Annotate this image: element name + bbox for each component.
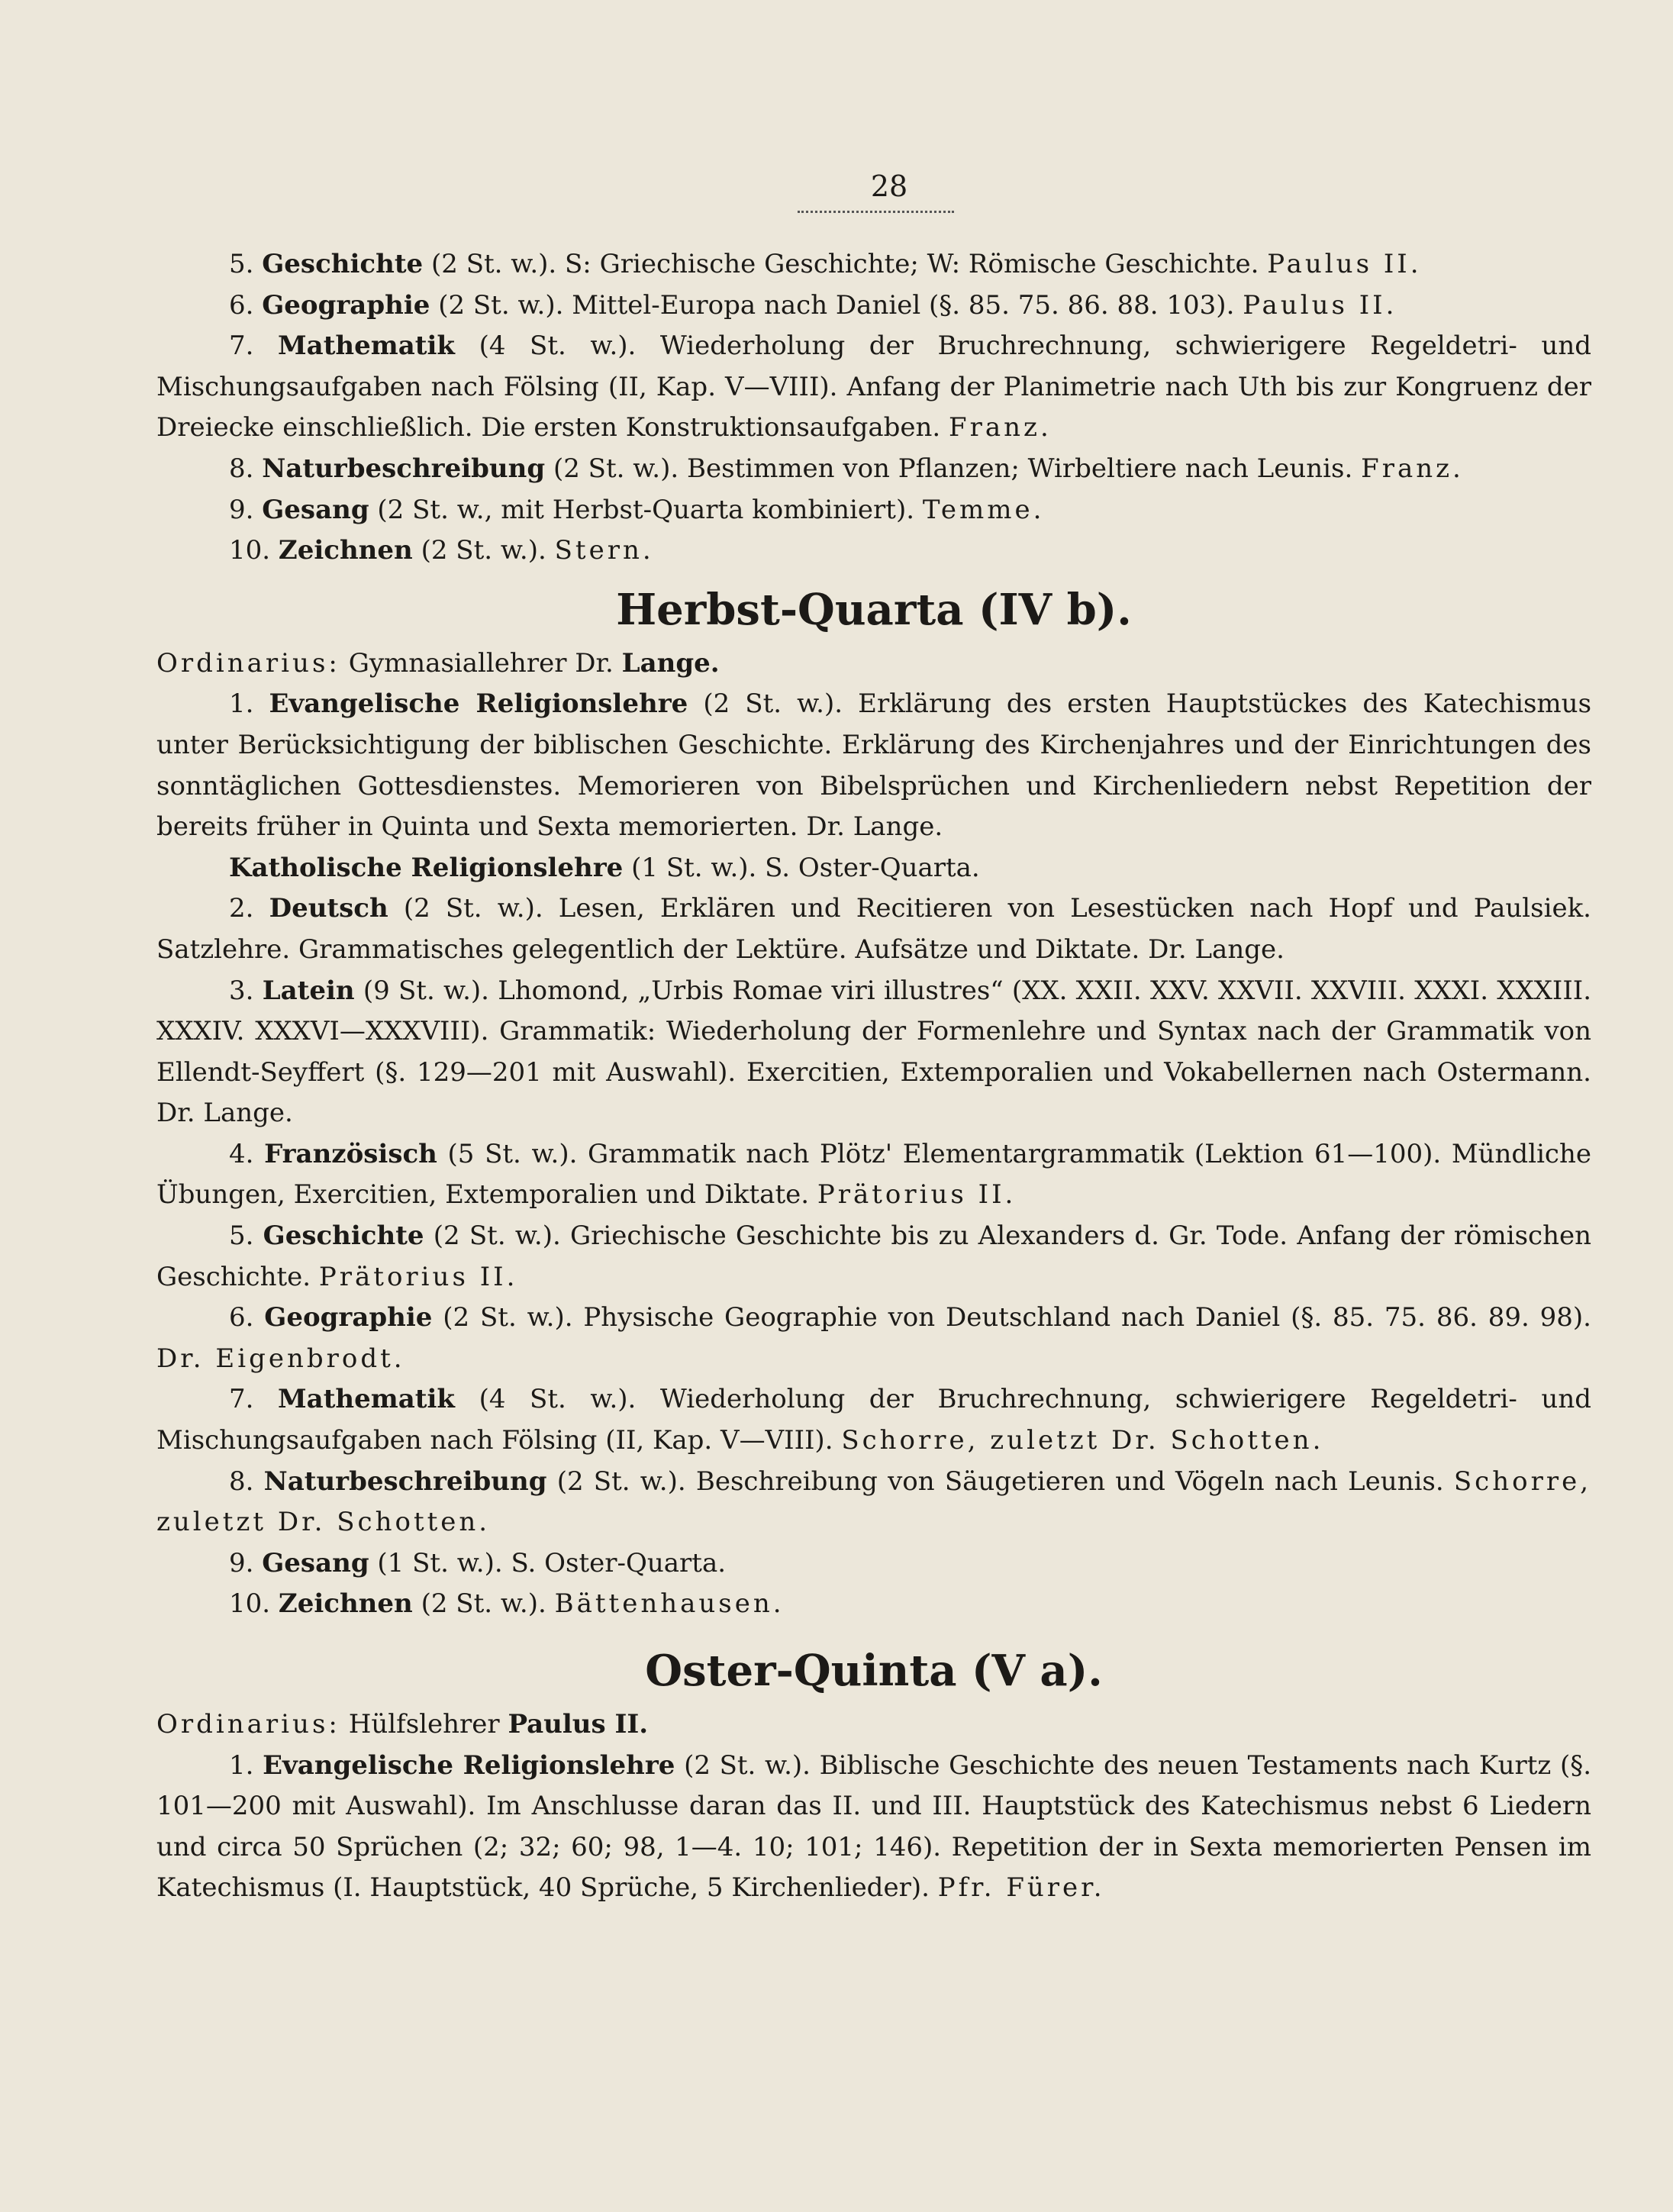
teacher-name: Schorre, zuletzt Dr. Schotten. [841, 1425, 1324, 1456]
teacher-name: Dr. Lange. [806, 811, 943, 843]
document-body [156, 244, 1591, 1909]
list-item: 6. Geographie (2 St. w.). Physische Geographie von Deutschland nach Daniel (§. 85. 75. 86. 89. 98). Dr. Eigenbrodt. [156, 1302, 1591, 1374]
list-item: 1. Evangelische Religionslehre (2 St. w.). Biblische Geschichte des neuen Testaments nach Kurtz (§. 101—200 mit Auswahl). Im Anschlusse daran das II. und III. Hauptstück des Katechismus nebst 6 Liedern und circa 50 Sprüchen (2; 32; 60; 98, 1—4. 10; 101; 146). Repetition der in Sexta memorierten Pensen im Katechismus (I. Hauptstück, 40 Sprüche, 5 Kirchenlieder). Pfr. Fürer. [156, 1749, 1592, 1904]
teacher-name: Dr. Lange. [156, 1098, 293, 1129]
quinta-subjects [156, 1746, 1591, 1909]
subject-title: Geschichte [262, 249, 424, 279]
subject-title: Latein [262, 975, 355, 1006]
subject-title: Naturbeschreibung [262, 453, 546, 484]
list-item: 4. Französisch (5 St. w.). Grammatik nach Plötz' Elementargrammatik (Lektion 61—100). Mündliche Übungen, Exercitien, Extemporalien und Diktate. Prätorius II. [156, 1138, 1591, 1211]
subject-title: Deutsch [269, 893, 388, 924]
list-item: 7. Mathematik (4 St. w.). Wiederholung der Bruchrechnung, schwierigere Regeldetri- und Mischungsaufgaben nach Fölsing (II, Kap. V—VIII). Schorre, zuletzt Dr. Schotten. [156, 1384, 1591, 1456]
subject-title: Geographie [262, 289, 430, 321]
subject-title: Mathematik [278, 331, 455, 362]
subject-title: Katholische Religionslehre [229, 852, 624, 883]
teacher-name: Prätorius II. [318, 1261, 518, 1292]
list-item: 10. Zeichnen (2 St. w.). Stern. [229, 535, 654, 566]
ordinarius-line: Ordinarius: Gymnasiallehrer Dr. Lange. [156, 647, 720, 679]
list-item: 10. Zeichnen (2 St. w.). Bättenhausen. [229, 1588, 785, 1620]
section-heading: Herbst-Quarta (IV b). [616, 584, 1132, 635]
subject-title: Geschichte [263, 1220, 424, 1252]
teacher-name: Dr. Lange. [1148, 933, 1285, 965]
teacher-name: Franz. [1361, 453, 1464, 484]
list-item: 6. Geographie (2 St. w.). Mittel-Europa nach Daniel (§. 85. 75. 86. 88. 103). Paulus II. [229, 289, 1397, 321]
list-item: 3. Latein (9 St. w.). Lhomond, „Urbis Romae viri illustres“ (XX. XXII. XXV. XXVII. XXVIII. XXXI. XXXIII. XXXIV. XXXVI—XXXVIII). Grammatik: Wiederholung der Formenlehre und Syntax nach der Grammatik von Ellendt-Seyffert (§. 129—201 mit Auswahl). Exercitien, Extemporalien und Vokabellernen nach Ostermann. Dr. Lange. [156, 975, 1592, 1129]
teacher-name: Pfr. Fürer. [937, 1872, 1105, 1904]
subject-title: Evangelische Religionslehre [263, 1749, 675, 1781]
list-item: 7. Mathematik (4 St. w.). Wiederholung der Bruchrechnung, schwierigere Regeldetri- und Mischungsaufgaben nach Fölsing (II, Kap. V—VIII). Anfang der Planimetrie nach Uth bis zur Kongruenz der Dreiecke einschließlich. Die ersten Konstruktionsaufgaben. Franz. [156, 331, 1591, 443]
subject-title: Geographie [264, 1302, 433, 1333]
list-item: 8. Naturbeschreibung (2 St. w.). Beschreibung von Säugetieren und Vögeln nach Leunis. Schorre, zuletzt Dr. Schotten. [156, 1466, 1592, 1538]
list-item: 5. Geschichte (2 St. w.). S: Griechische Geschichte; W: Römische Geschichte. Paulus II. [229, 249, 1422, 279]
subject-title: Evangelische Religionslehre [269, 688, 688, 720]
teacher-name: Bättenhausen. [554, 1588, 785, 1620]
teacher-name: Dr. Eigenbrodt. [156, 1343, 405, 1374]
quarta-subjects [156, 684, 1591, 1625]
teacher-name: Temme. [922, 494, 1045, 525]
subject-title: Zeichnen [278, 1588, 413, 1620]
section-spacer [156, 1625, 1591, 1633]
page-number-rule [798, 211, 954, 215]
list-item: 8. Naturbeschreibung (2 St. w.). Bestimmen von Pflanzen; Wirbeltiere nach Leunis. Franz. [229, 453, 1464, 484]
ordinarius-line: Ordinarius: Hülfslehrer Paulus II. [156, 1709, 649, 1740]
subject-title: Gesang [262, 494, 369, 525]
list-item: 5. Geschichte (2 St. w.). Griechische Geschichte bis zu Alexanders d. Gr. Tode. Anfang der römischen Geschichte. Prätorius II. [156, 1220, 1591, 1292]
subject-title: Zeichnen [278, 535, 413, 566]
subject-title: Französisch [264, 1138, 437, 1169]
section-heading: Oster-Quinta (V a). [645, 1646, 1103, 1696]
teacher-name: Stern. [554, 535, 654, 566]
prev-section [156, 244, 1591, 572]
list-item: 9. Gesang (2 St. w., mit Herbst-Quarta kombiniert). Temme. [229, 494, 1045, 525]
teacher-name: Schorre, zuletzt Dr. Schotten. [156, 1466, 1592, 1538]
teacher-name: Paulus II. [1243, 289, 1397, 321]
subject-title: Naturbeschreibung [263, 1466, 547, 1497]
list-item: 2. Deutsch (2 St. w.). Lesen, Erklären und Recitieren von Lesestücken nach Hopf und Paulsiek. Satzlehre. Grammatisches gelegentlich der Lektüre. Aufsätze und Diktate. Dr. Lange. [156, 893, 1591, 965]
teacher-name: Prätorius II. [817, 1179, 1017, 1211]
list-item: Katholische Religionslehre (1 St. w.). S. Oster-Quarta. [229, 852, 980, 883]
teacher-name: Paulus II. [1267, 249, 1422, 279]
list-item: 1. Evangelische Religionslehre (2 St. w.). Erklärung des ersten Hauptstückes des Katechismus unter Berücksichtigung der biblischen Geschichte. Erklärung des Kirchenjahres und der Einrichtungen des sonntäglichen Gottesdienstes. Memorieren von Bibelsprüchen und Kirchenliedern nebst Repetition der bereits früher in Quinta und Sexta memorierten. Dr. Lange. [156, 688, 1592, 843]
subject-title: Gesang [262, 1547, 369, 1578]
subject-title: Mathematik [278, 1384, 455, 1415]
page-number: 28 [870, 169, 908, 203]
list-item: 9. Gesang (1 St. w.). S. Oster-Quarta. [229, 1547, 727, 1578]
teacher-name: Franz. [949, 412, 1052, 443]
